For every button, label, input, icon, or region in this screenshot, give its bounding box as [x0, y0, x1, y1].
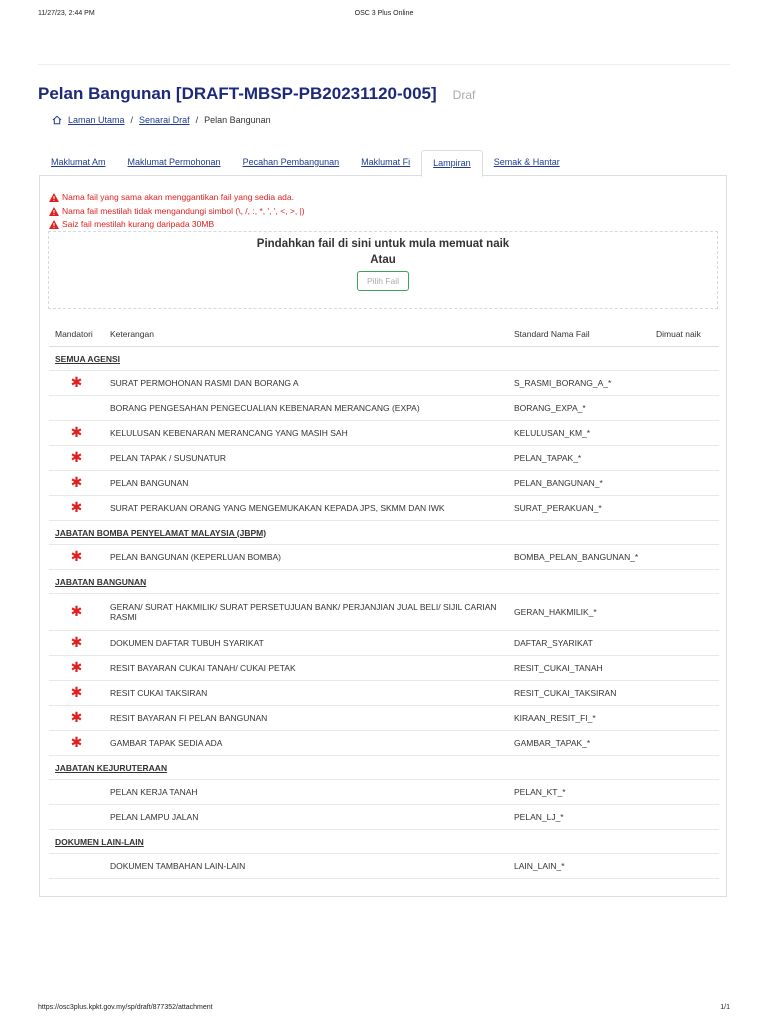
- print-url: https://osc3plus.kpkt.gov.my/sp/draft/877352/attachment: [38, 1004, 213, 1011]
- standard-name-cell: GERAN_HAKMILIK_*: [514, 607, 597, 617]
- standard-name-cell: KELULUSAN_KM_*: [514, 428, 591, 438]
- mandatory-cell: [49, 474, 104, 490]
- description-cell: GERAN/ SURAT HAKMILIK/ SURAT PERSETUJUAN BANK/ PERJANJIAN JUAL BELI/ SIJIL CARIAN RASMI: [110, 602, 497, 622]
- table-row: [49, 731, 719, 756]
- description-cell: GAMBAR TAPAK SEDIA ADA: [110, 738, 223, 748]
- table-row: [49, 594, 719, 631]
- mandatory-cell: [49, 734, 104, 750]
- breadcrumb: [52, 115, 271, 125]
- description-cell: SURAT PERAKUAN ORANG YANG MENGEMUKAKAN KEPADA JPS, SKMM DAN IWK: [110, 503, 445, 513]
- table-header: [49, 321, 719, 347]
- header-uploaded: Dimuat naik: [656, 328, 701, 339]
- tab-maklumat-fi[interactable]: Maklumat Fi: [361, 157, 411, 167]
- tab-pecahan-pembangunan[interactable]: Pecahan Pembangunan: [242, 157, 340, 167]
- description-cell: PELAN LAMPU JALAN: [110, 812, 199, 822]
- standard-name-cell: KIRAAN_RESIT_FI_*: [514, 713, 596, 723]
- description-cell: DOKUMEN TAMBAHAN LAIN-LAIN: [110, 861, 246, 871]
- required-asterisk-icon: ✱: [70, 374, 83, 390]
- section-header: JABATAN BANGUNAN: [49, 570, 719, 594]
- breadcrumb-drafts-link[interactable]: Senarai Draf: [139, 115, 190, 125]
- standard-name-cell: GAMBAR_TAPAK_*: [514, 738, 591, 748]
- print-footer: [38, 1004, 730, 1011]
- table-row: [49, 805, 719, 830]
- status-badge: Draf: [452, 88, 476, 102]
- required-asterisk-icon: ✱: [70, 424, 83, 440]
- notice-list: [49, 191, 305, 232]
- mandatory-cell: [49, 499, 104, 515]
- warning-icon: [49, 220, 59, 229]
- description-cell: PELAN BANGUNAN: [110, 478, 189, 488]
- section-header: JABATAN BOMBA PENYELAMAT MALAYSIA (JBPM): [49, 521, 719, 545]
- notice-text: Nama fail yang sama akan menggantikan fail yang sedia ada.: [62, 192, 295, 202]
- file-dropzone[interactable]: [48, 231, 718, 309]
- attachment-table: [49, 321, 719, 879]
- table-row: [49, 706, 719, 731]
- description-cell: PELAN KERJA TANAH: [110, 787, 198, 797]
- table-row: [49, 396, 719, 421]
- table-row: [49, 854, 719, 879]
- standard-name-cell: RESIT_CUKAI_TAKSIRAN: [514, 688, 617, 698]
- description-cell: RESIT BAYARAN CUKAI TANAH/ CUKAI PETAK: [110, 663, 296, 673]
- mandatory-cell: [49, 449, 104, 465]
- choose-file-button[interactable]: Pilih Fail: [357, 271, 409, 291]
- standard-name-cell: S_RASMI_BORANG_A_*: [514, 378, 612, 388]
- table-row: [49, 421, 719, 446]
- table-row: [49, 371, 719, 396]
- attachment-panel: [39, 175, 727, 897]
- required-asterisk-icon: ✱: [70, 684, 83, 700]
- description-cell: PELAN BANGUNAN (KEPERLUAN BOMBA): [110, 552, 281, 562]
- breadcrumb-separator: /: [195, 115, 199, 125]
- table-row: [49, 446, 719, 471]
- standard-name-cell: RESIT_CUKAI_TANAH: [514, 663, 603, 673]
- standard-name-cell: PELAN_KT_*: [514, 787, 566, 797]
- standard-name-cell: SURAT_PERAKUAN_*: [514, 503, 602, 513]
- tab-maklumat-permohonan[interactable]: Maklumat Permohonan: [127, 157, 221, 167]
- section-header: JABATAN KEJURUTERAAN: [49, 756, 719, 780]
- tab-lampiran[interactable]: Lampiran: [421, 150, 483, 177]
- standard-name-cell: BOMBA_PELAN_BANGUNAN_*: [514, 552, 639, 562]
- table-row: [49, 656, 719, 681]
- mandatory-cell: [49, 684, 104, 700]
- table-row: [49, 681, 719, 706]
- standard-name-cell: PELAN_TAPAK_*: [514, 453, 582, 463]
- required-asterisk-icon: ✱: [70, 603, 83, 619]
- required-asterisk-icon: ✱: [70, 449, 83, 465]
- description-cell: RESIT CUKAI TAKSIRAN: [110, 688, 208, 698]
- tab-semak-hantar[interactable]: Semak & Hantar: [493, 157, 560, 167]
- tab-maklumat-am[interactable]: Maklumat Am: [51, 157, 106, 167]
- mandatory-cell: [49, 548, 104, 564]
- required-asterisk-icon: ✱: [70, 499, 83, 515]
- print-header: [38, 10, 730, 22]
- required-asterisk-icon: ✱: [70, 548, 83, 564]
- notice-text: Nama fail mestilah tidak mengandungi simbol (\, /, :, *, ', ', <, >, |): [62, 205, 305, 216]
- description-cell: PELAN TAPAK / SUSUNATUR: [110, 453, 227, 463]
- description-cell: KELULUSAN KEBENARAN MERANCANG YANG MASIH SAH: [110, 428, 348, 438]
- mandatory-cell: [49, 709, 104, 725]
- section-header: SEMUA AGENSI: [49, 347, 719, 371]
- print-site-title: OSC 3 Plus Online: [354, 10, 414, 17]
- table-row: [49, 471, 719, 496]
- tab-bar: [40, 150, 728, 175]
- notice-item: [49, 218, 305, 232]
- mandatory-cell: [49, 634, 104, 650]
- breadcrumb-current: Pelan Bangunan: [204, 115, 271, 125]
- table-row: [49, 496, 719, 521]
- section-header: DOKUMEN LAIN-LAIN: [49, 830, 719, 854]
- description-cell: RESIT BAYARAN FI PELAN BANGUNAN: [110, 713, 268, 723]
- dropzone-or: Atau: [370, 254, 396, 266]
- home-icon[interactable]: [52, 115, 62, 125]
- standard-name-cell: PELAN_LJ_*: [514, 812, 564, 822]
- table-row: [49, 631, 719, 656]
- header-standard-name: Standard Nama Fail: [514, 328, 590, 339]
- breadcrumb-separator: /: [130, 115, 134, 125]
- page-title-bar: [38, 84, 475, 104]
- warning-icon: [49, 193, 59, 202]
- mandatory-cell: [49, 603, 104, 619]
- header-divider: [38, 64, 730, 65]
- table-row: [49, 780, 719, 805]
- standard-name-cell: LAIN_LAIN_*: [514, 861, 565, 871]
- table-body: [49, 347, 719, 879]
- required-asterisk-icon: ✱: [70, 734, 83, 750]
- standard-name-cell: PELAN_BANGUNAN_*: [514, 478, 603, 488]
- mandatory-cell: [49, 424, 104, 440]
- table-row: [49, 545, 719, 570]
- notice-text: Saiz fail mestilah kurang daripada 30MB: [62, 219, 215, 229]
- header-mandatory: Mandatori: [55, 328, 93, 339]
- notice-item: [49, 205, 305, 219]
- required-asterisk-icon: ✱: [70, 474, 83, 490]
- required-asterisk-icon: ✱: [70, 634, 83, 650]
- print-datetime: 11/27/23, 2:44 PM: [38, 10, 95, 17]
- required-asterisk-icon: ✱: [70, 659, 83, 675]
- warning-icon: [49, 207, 59, 216]
- description-cell: DOKUMEN DAFTAR TUBUH SYARIKAT: [110, 638, 264, 648]
- breadcrumb-home-link[interactable]: Laman Utama: [68, 115, 125, 125]
- print-page-number: 1/1: [720, 1004, 730, 1011]
- description-cell: SURAT PERMOHONAN RASMI DAN BORANG A: [110, 378, 299, 388]
- required-asterisk-icon: ✱: [70, 709, 83, 725]
- mandatory-cell: [49, 374, 104, 390]
- standard-name-cell: BORANG_EXPA_*: [514, 403, 586, 413]
- header-description: Keterangan: [110, 328, 154, 339]
- dropzone-text: Pindahkan fail di sini untuk mula memuat naik: [256, 238, 510, 250]
- standard-name-cell: DAFTAR_SYARIKAT: [514, 638, 593, 648]
- mandatory-cell: [49, 659, 104, 675]
- page-title: Pelan Bangunan [DRAFT-MBSP-PB20231120-005]: [38, 84, 437, 103]
- notice-item: [49, 191, 305, 205]
- description-cell: BORANG PENGESAHAN PENGECUALIAN KEBENARAN MERANCANG (EXPA): [110, 403, 420, 413]
